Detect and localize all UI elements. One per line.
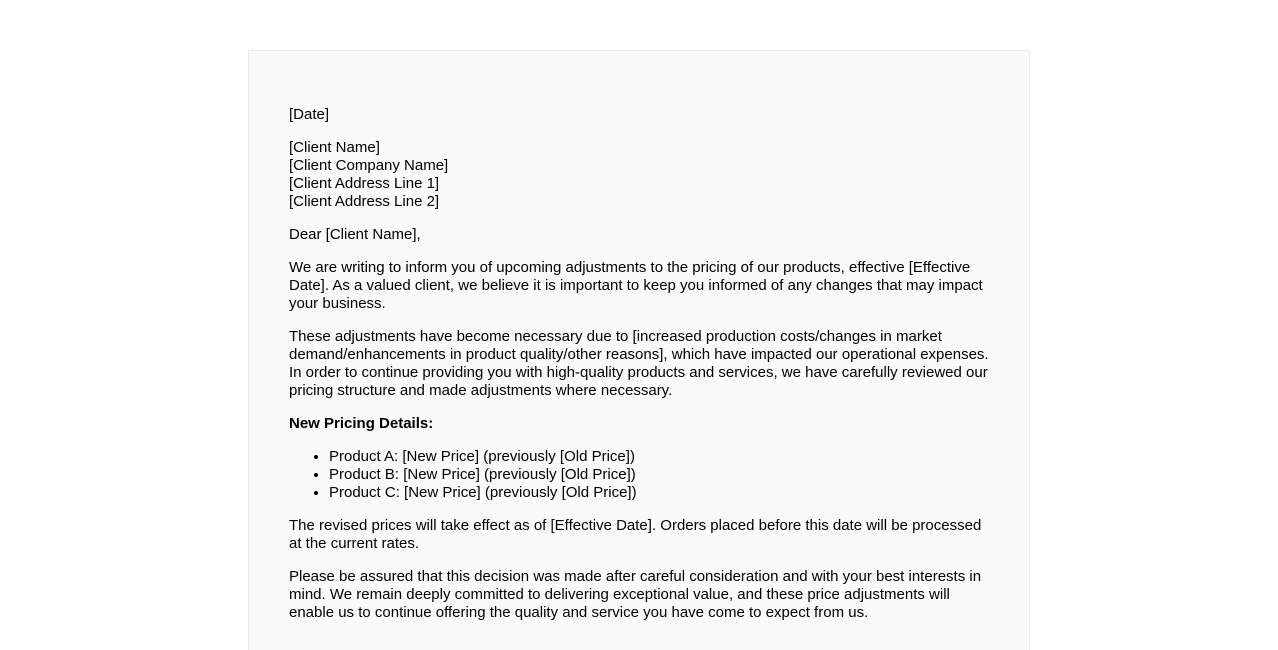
paragraph-reason: These adjustments have become necessary due to [increased production costs/changes in market demand/enhancements in product quality/other reasons], which have impacted our operational expenses. In order to continue providing you with high-quality products and services, we have carefully reviewed our pricing structure and made adjustments where necessary.	[289, 328, 989, 399]
pricing-heading: New Pricing Details:	[289, 415, 434, 432]
client-company-line: [Client Company Name]	[289, 157, 449, 174]
date-placeholder: [Date]	[289, 106, 330, 123]
list-item-product-a: • Product A: [New Price] (previously [Old Price])	[329, 448, 989, 466]
letter-document	[248, 50, 1030, 650]
paragraph-intro: We are writing to inform you of upcoming adjustments to the pricing of our products, effective [Effective Date]. As a valued client, we believe it is important to keep you informed of any changes that may impact your business.	[289, 259, 983, 312]
client-name-line: [Client Name]	[289, 139, 380, 156]
client-address-line-1: [Client Address Line 1]	[289, 175, 440, 192]
client-address-line-2: [Client Address Line 2]	[289, 193, 440, 210]
pricing-list	[289, 448, 989, 502]
salutation: Dear [Client Name],	[289, 226, 421, 243]
client-address-block	[289, 139, 989, 211]
list-item-product-b: • Product B: [New Price] (previously [Old Price])	[329, 466, 989, 484]
paragraph-effective-date: The revised prices will take effect as of [Effective Date]. Orders placed before this date will be processed at the current rates.	[289, 517, 982, 552]
paragraph-assurance: Please be assured that this decision was made after careful consideration and with your best interests in mind. We remain deeply committed to delivering exceptional value, and these price adjustments will enable us to continue offering the quality and service you have come to expect from us.	[289, 568, 982, 621]
list-item-product-c: • Product C: [New Price] (previously [Old Price])	[329, 484, 989, 502]
